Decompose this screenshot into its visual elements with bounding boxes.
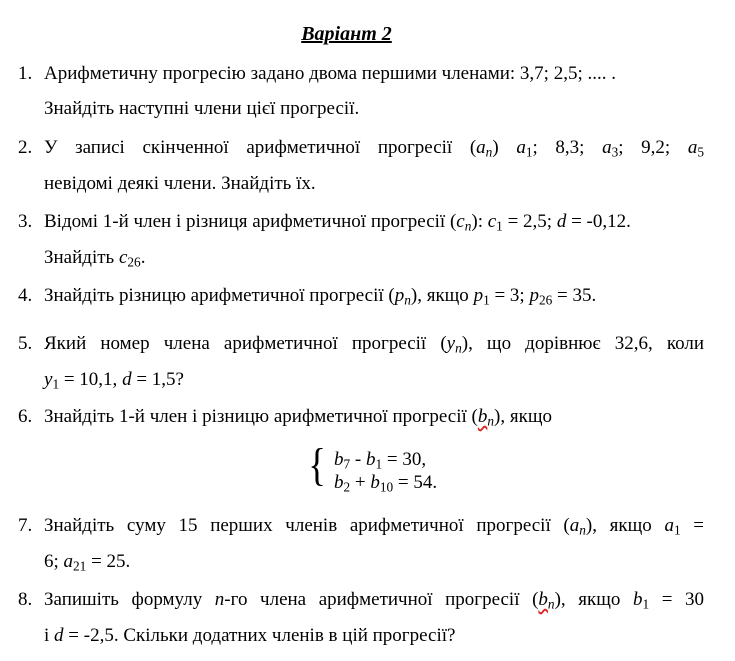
item-5-line-2: $y_1 = 10,1$, d = 1,5? <box>44 369 184 392</box>
left-brace: { <box>308 439 326 490</box>
spellcheck-underline: $b_n$ <box>477 406 495 429</box>
item-6-number: 6. <box>18 406 33 427</box>
item-1-number: 1. <box>18 63 33 84</box>
item-4-line-1: Знайдіть різницю арифметичної прогресії $(p_n)$, якщо $p_1 = 3$; $p_{26} = 35$. <box>44 285 597 308</box>
variant-title: Варіант 2 <box>301 23 392 45</box>
item-7-line-2: 6; $a_{21} = 25$. <box>44 551 131 574</box>
item-7-number: 7. <box>18 515 33 536</box>
item-8-number: 8. <box>18 589 33 610</box>
item-5-line-1: Який номер члена арифметичної прогресії $(y_n)$, що дорівнює 32,6, коли <box>44 333 704 356</box>
item-1-line-1: Арифметичну прогресію задано двома першими членами: 3,7; 2,5; .... . <box>44 63 616 84</box>
item-2-line-2: невідомі деякі члени. Знайдіть їх. <box>44 173 316 194</box>
equation-1: $b_7 - b_1 = 30$, <box>334 449 427 472</box>
equation-2: $b_2 + b_{10} = 54$. <box>334 472 438 495</box>
item-5-number: 5. <box>18 333 33 354</box>
item-2-number: 2. <box>18 137 33 158</box>
item-2-line-1: У записі скінченної арифметичної прогресії $(a_n)$ $a_1$; 8,3; $a_3$; 9,2; $a_5$ <box>44 137 704 160</box>
spellcheck-underline: $b_n$ <box>538 589 555 612</box>
item-8-line-1: Запишіть формулу n-го члена арифметичної прогресії $(b_n)$, якщо $b_1 = 30$ <box>44 589 705 612</box>
item-4-number: 4. <box>18 285 33 306</box>
item-1-line-2: Знайдіть наступні члени цієї прогресії. <box>44 98 360 119</box>
item-7-line-1: Знайдіть суму 15 перших членів арифметичної прогресії $(a_n)$, якщо $a_1$ = <box>44 515 704 538</box>
item-3-line-1: Відомі 1-й член і різниця арифметичної прогресії $(c_n)$: $c_1 = 2,5$; d = -0,12. <box>44 211 631 234</box>
item-6-line-1: Знайдіть 1-й член і різницю арифметичної прогресії $(b_n)$, якщо <box>44 406 552 429</box>
item-3-number: 3. <box>18 211 33 232</box>
item-8-line-2: і d = -2,5. Скільки додатних членів в цій прогресії? <box>44 625 456 646</box>
item-3-line-2: Знайдіть $c_{26}$. <box>44 247 146 270</box>
